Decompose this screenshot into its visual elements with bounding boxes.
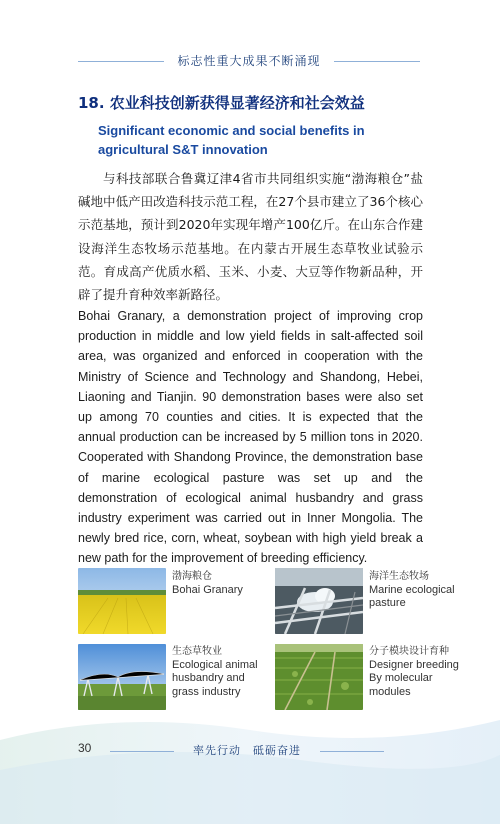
section-title: 18. 农业科技创新获得显著经济和社会效益 bbox=[78, 94, 365, 112]
running-header: 标志性重大成果不断涌现 bbox=[177, 54, 321, 68]
caption-zh: 渤海粮仓 bbox=[172, 571, 212, 582]
caption-en: Marine ecological pasture bbox=[369, 583, 455, 609]
caption-zh: 海洋生态牧场 bbox=[369, 571, 429, 582]
header-rule-left bbox=[78, 61, 164, 62]
section-subtitle: Significant economic and social benefits in agricultural S&T innovation bbox=[98, 123, 365, 157]
footer-rule-left bbox=[110, 751, 174, 752]
photo-bohai-granary bbox=[78, 568, 166, 634]
photo-marine-pasture bbox=[275, 568, 363, 634]
header-rule-right bbox=[334, 61, 420, 62]
caption-bohai-granary bbox=[172, 570, 267, 597]
footer-rule-right bbox=[320, 751, 384, 752]
caption-ecological-grass bbox=[172, 645, 267, 699]
caption-en: Designer breeding By molecular modules bbox=[369, 658, 459, 698]
page-number: 30 bbox=[78, 741, 92, 755]
caption-marine-pasture bbox=[369, 570, 464, 611]
caption-zh: 生态草牧业 bbox=[172, 646, 222, 657]
footer-wave-background bbox=[0, 700, 500, 824]
caption-designer-breeding bbox=[369, 645, 464, 699]
running-footer: 率先行动 砥砺奋进 bbox=[193, 744, 301, 757]
caption-en: Bohai Granary bbox=[172, 583, 243, 596]
paragraph-chinese: 与科技部联合鲁冀辽津4省市共同组织实施“渤海粮仓”盐碱地中低产田改造科技示范工程，在27个县市建立了36个核心示范基地，预计到2020年实现年增产100亿斤。在山东合作建设海洋生态牧场示范基地。在内蒙古开展生态草牧业试验示范。育成高产优质水稻、玉米、小麦、大豆等作物新品种，开辟了提升育种效率新路径。 bbox=[78, 171, 423, 303]
caption-zh: 分子模块设计育种 bbox=[369, 646, 449, 657]
caption-en: Ecological animal husbandry and grass industry bbox=[172, 658, 258, 698]
paragraph-english: Bohai Granary, a demonstration project of improving crop production in middle and low yield fields in salt-affected soil area, was organized and enforced in cooperation with the Ministry of Science and Technology and Shandong, Hebei, Liaoning and Tianjin. 90 demonstration bases were also set up among 70 counties and cities. It is expected that the annual production can be increased by 5 million tons in 2020. Cooperated with Shandong Province, the demonstration base of marine ecological pasture was set up and the demonstration of ecological animal husbandry and grass industry experiment was carried out in Inner Mongolia. The newly bred rice, corn, wheat, soybean with high yield break a new path for the improvement of breeding efficiency. bbox=[78, 309, 423, 566]
